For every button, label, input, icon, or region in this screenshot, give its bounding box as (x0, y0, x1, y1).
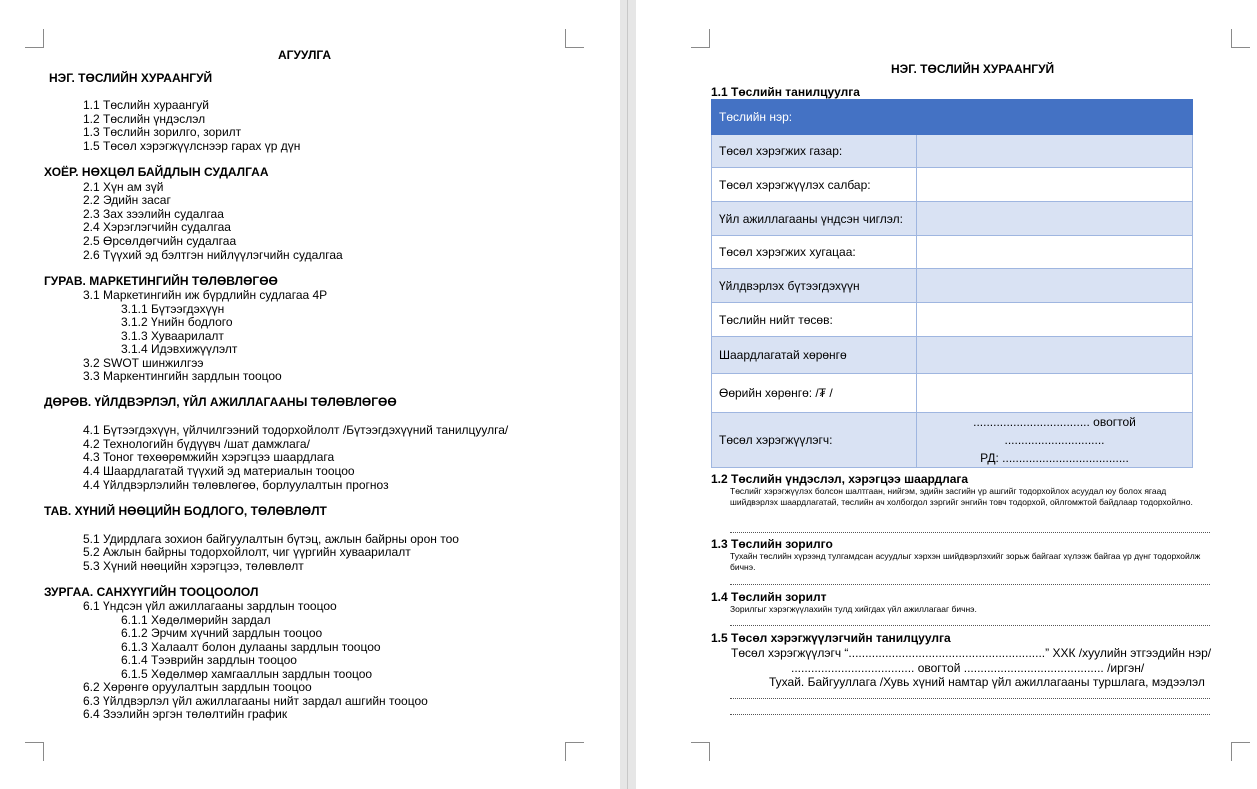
toc-item[interactable]: 5.3 Хүний нөөцийн хэрэгцээ, төлөвлөлт (83, 559, 304, 573)
table-cell-value[interactable] (917, 236, 1193, 269)
table-row (712, 413, 1193, 468)
table-cell-label: Төсөл хэрэгжүүлэгч: (712, 413, 917, 468)
toc-item[interactable]: 6.1.1 Хөдөлмөрийн зардал (121, 613, 271, 627)
implementer-id-line: РД: ...................................... (980, 451, 1129, 465)
table-cell-value[interactable] (917, 374, 1193, 413)
dotted-line (730, 697, 1210, 699)
table-row (712, 202, 1193, 236)
table-cell-value[interactable] (917, 135, 1193, 168)
toc-item[interactable]: 6.2 Хөрөнгө оруулалтын зардлын тооцоо (83, 680, 312, 694)
implementer-company-line: Төсөл хэрэгжүүлэгч “...........................................................” ХХК /хуулийн этгээдийн нэр/ (731, 646, 1212, 660)
toc-heading[interactable]: НЭГ. ТӨСЛИЙН ХУРААНГУЙ (49, 71, 213, 85)
toc-item[interactable]: 3.1.2 Үнийн бодлого (121, 315, 233, 329)
toc-item[interactable]: 2.1 Хүн ам зүй (83, 180, 164, 194)
toc-item[interactable]: 6.1.4 Тээврийн зардлын тооцоо (121, 653, 297, 667)
crop-mark (1231, 29, 1250, 48)
crop-mark (565, 29, 584, 48)
toc-item[interactable]: 2.6 Түүхий эд бэлтгэн нийлүүлэгчийн судалгаа (83, 248, 343, 262)
table-cell-value[interactable] (917, 413, 1193, 468)
table-cell-label: Шаардлагатай хөрөнгө (712, 337, 917, 374)
table-row (712, 374, 1193, 413)
table-row (712, 168, 1193, 202)
toc-item[interactable]: 6.1.5 Хөдөлмөр хамгааллын зардлын тооцоо (121, 667, 373, 681)
section-heading-1-2: 1.2 Төслийн үндэслэл, хэрэгцээ шаардлага (711, 472, 969, 486)
table-row (712, 337, 1193, 374)
implementer-bio-line: Тухай. Байгууллага /Хувь хүний намтар үйл ажиллагааны туршлага, мэдээлэл (769, 675, 1205, 689)
toc-item[interactable]: 5.2 Ажлын байрны тодорхойлолт, чиг үүргийн хуваарилалт (83, 545, 411, 559)
toc-item[interactable]: 4.4 Үйлдвэрлэлийн төлөвлөгөө, борлуулалтын прогноз (83, 478, 389, 492)
implementer-name-line: ................................... овогтой .............................. (973, 415, 1136, 447)
crop-mark (25, 29, 44, 48)
toc-item[interactable]: 2.5 Өрсөлдөгчийн судалгаа (83, 234, 237, 248)
toc-item[interactable]: 5.1 Удирдлага зохион байгуулалтын бүтэц, ажлын байрны орон тоо (83, 532, 459, 546)
section-text-1-4: Зорилгыг хэрэгжүүлахийн тулд хийгдах үйл ажиллагааг бичнэ. (730, 604, 977, 614)
section-heading-1-5: 1.5 Төсөл хэрэгжүүлэгчийн танилцуулга (711, 631, 951, 645)
crop-mark (1231, 742, 1250, 761)
toc-item[interactable]: 6.1.3 Халаалт болон дулааны зардлын тооцоо (121, 640, 381, 654)
section-title: НЭГ. ТӨСЛИЙН ХУРААНГУЙ (891, 62, 1055, 76)
toc-item[interactable]: 6.1 Үндсэн үйл ажиллагааны зардлын тооцоо (83, 599, 337, 613)
toc-item[interactable]: 3.1.1 Бүтээгдэхүүн (121, 302, 225, 316)
crop-mark (25, 742, 44, 761)
toc-item[interactable]: 3.2 SWOT шинжилгээ (83, 356, 204, 370)
toc-item[interactable]: 1.5 Төсөл хэрэгжүүлснээр гарах үр дүн (83, 139, 301, 153)
toc-item[interactable]: 3.1.4 Идэвхижүүлэлт (121, 342, 238, 356)
table-cell-label: Төслийн нэр: (712, 100, 1193, 135)
table-cell-label: Төсөл хэрэгжих газар: (712, 135, 917, 168)
toc-item[interactable]: 2.3 Зах зээлийн судалгаа (83, 207, 224, 221)
page-divider (627, 0, 628, 789)
toc-item[interactable]: 4.4 Шаардлагатай түүхий эд материалын тооцоо (83, 464, 355, 478)
toc-heading[interactable]: ХОЁР. НӨХЦӨЛ БАЙДЛЫН СУДАЛГАА (44, 165, 269, 179)
table-row (712, 303, 1193, 337)
toc-heading[interactable]: ЗУРГАА. САНХҮҮГИЙН ТООЦООЛОЛ (44, 585, 259, 599)
toc-item[interactable]: 1.3 Төслийн зорилго, зорилт (83, 125, 242, 139)
toc-item[interactable]: 6.3 Үйлдвэрлэл үйл ажиллагааны нийт зардал ашгийн тооцоо (83, 694, 428, 708)
table-cell-value[interactable] (917, 303, 1193, 337)
table-row (712, 135, 1193, 168)
toc-title: АГУУЛГА (278, 48, 332, 62)
table-cell-value[interactable] (917, 337, 1193, 374)
section-heading-1-4: 1.4 Төслийн зорилт (711, 590, 827, 604)
table-cell-label: Үйл ажиллагааны үндсэн чиглэл: (712, 202, 917, 236)
toc-heading[interactable]: ДӨРӨВ. ҮЙЛДВЭРЛЭЛ, ҮЙЛ АЖИЛЛАГААНЫ ТӨЛӨВЛӨГӨӨ (44, 395, 397, 409)
section-text-1-3: Тухайн төслийн хүрээнд тулгамдсан асуудлыг хэрхэн шийдвэрлэхийг зорьж байгааг хүлээж байгаа үр дүнг тодорхойлж бичнэ. (730, 551, 1201, 572)
table-cell-label: Үйлдвэрлэх бүтээгдэхүүн (712, 269, 917, 303)
toc-item[interactable]: 2.4 Хэрэглэгчийн судалгаа (83, 220, 231, 234)
section-text-1-2: Төслийг хэрэгжүүлэх болсон шалтгаан, нийгэм, эдийн засгийн үр ашгийг тодорхойлох асуудал юу болох ягаад шийдвэрлэх шаардлагатай, төслийн ач холбогдол зэргийг энгийн товч тодорхой, ойлгомжтой байдлаар тодорхойлно. (730, 486, 1193, 507)
implementer-citizen-line: ..................................... овогтой .......................................... /иргэн/ (791, 661, 1145, 675)
dotted-line (730, 624, 1210, 626)
toc-item[interactable]: 3.3 Маркентингийн зардлын тооцоо (83, 369, 282, 383)
toc-item[interactable]: 4.3 Тоног төхөөрөмжийн хэрэгцээ шаардлага (83, 450, 335, 464)
table-cell-label: Өөрийн хөрөнгө: /₮ / (712, 374, 917, 413)
crop-mark (565, 742, 584, 761)
table-row (712, 236, 1193, 269)
dotted-line (730, 531, 1210, 533)
toc-item[interactable]: 1.2 Төслийн үндэслэл (83, 112, 206, 126)
toc-item[interactable]: 1.1 Төслийн хураангуй (83, 98, 209, 112)
table-cell-value[interactable] (917, 202, 1193, 236)
table-row (712, 269, 1193, 303)
toc-item[interactable]: 6.1.2 Эрчим хүчний зардлын тооцоо (121, 626, 323, 640)
table-cell-label: Төсөл хэрэгжих хугацаа: (712, 236, 917, 269)
crop-mark (691, 29, 710, 48)
page-gutter (620, 0, 636, 789)
right-page (636, 0, 1257, 789)
dotted-line (730, 583, 1210, 585)
toc-item[interactable]: 3.1.3 Хуваарилалт (121, 329, 224, 343)
toc-item[interactable]: 6.4 Зээлийн эргэн төлөлтийн график (83, 707, 288, 721)
table-row (712, 100, 1193, 135)
table-cell-value[interactable] (917, 269, 1193, 303)
section-heading-1-3: 1.3 Төслийн зорилго (711, 537, 833, 551)
table-cell-value[interactable] (917, 168, 1193, 202)
toc-item[interactable]: 4.2 Технологийн бүдүүвч /шат дамжлага/ (83, 437, 310, 451)
toc-heading[interactable]: ГУРАВ. МАРКЕТИНГИЙН ТӨЛӨВЛӨГӨӨ (44, 274, 278, 288)
toc-item[interactable]: 2.2 Эдийн засаг (83, 193, 171, 207)
left-page (0, 0, 620, 789)
section-heading-1-1: 1.1 Төслийн танилцуулга (711, 85, 860, 99)
toc-item[interactable]: 3.1 Маркетингийн иж бүрдлийн судлагаа 4P (83, 288, 328, 302)
crop-mark (691, 742, 710, 761)
toc-heading[interactable]: ТАВ. ХҮНИЙ НӨӨЦИЙН БОДЛОГО, ТӨЛӨВЛӨЛТ (44, 504, 327, 518)
project-intro-table (711, 99, 1193, 468)
table-cell-label: Төсөл хэрэгжүүлэх салбар: (712, 168, 917, 202)
dotted-line (730, 713, 1210, 715)
table-cell-label: Төслийн нийт төсөв: (712, 303, 917, 337)
toc-item[interactable]: 4.1 Бүтээгдэхүүн, үйлчилгээний тодорхойлолт /Бүтээгдэхүүний танилцуулга/ (83, 423, 509, 437)
